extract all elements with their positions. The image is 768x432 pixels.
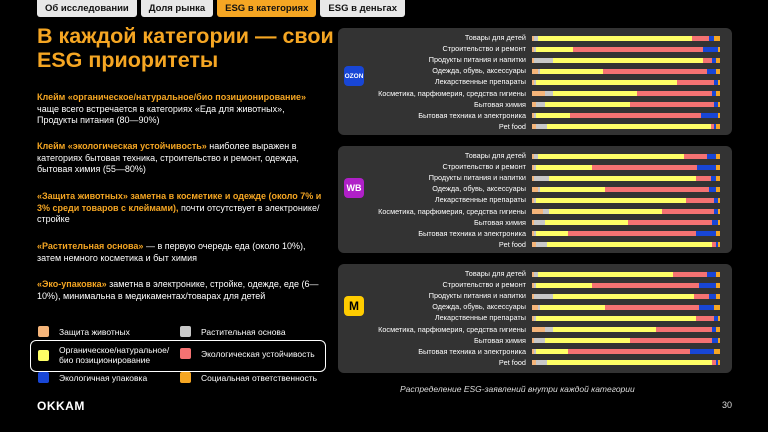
- bar-segment: [637, 91, 712, 96]
- stacked-bar: [532, 91, 720, 96]
- tab-esg-money[interactable]: ESG в деньгах: [320, 0, 405, 17]
- page-number: 30: [721, 400, 732, 410]
- category-label: Одежда, обувь, аксессуары: [432, 302, 526, 312]
- bar-segment: [694, 294, 709, 299]
- bar-segment: [549, 209, 662, 214]
- tab-bar: [37, 0, 405, 17]
- bar-segment: [714, 36, 720, 41]
- bar-segment: [538, 272, 673, 277]
- stacked-bar: [532, 220, 720, 225]
- insight-highlight: Клейм «органическое/натуральное/био позиционирование»: [37, 92, 307, 102]
- bar-segment: [703, 58, 712, 63]
- legend-label: Социальная ответственность: [201, 372, 318, 383]
- bar-segment: [536, 80, 677, 85]
- stacked-bar: [532, 198, 720, 203]
- bar-segment: [536, 102, 545, 107]
- legend-label: Органическое/натуральное/ био позиционирование: [59, 345, 170, 365]
- bar-segment: [573, 47, 703, 52]
- category-label: Продукты питания и напитки: [428, 173, 526, 183]
- bar-segment: [534, 176, 549, 181]
- legend-item: [38, 345, 176, 365]
- insight-organic: [37, 92, 327, 127]
- insight-text: заметна в электронике, стройке, одежде, еде (6—10%), минимальна в медикаментах/товарах для детей: [37, 279, 319, 301]
- insight-highlight: «Растительная основа»: [37, 241, 144, 251]
- bar-segment: [568, 349, 690, 354]
- legend-swatch: [180, 326, 191, 337]
- bar-segment: [718, 242, 720, 247]
- bar-segment: [536, 242, 547, 247]
- bar-segment: [536, 283, 592, 288]
- bar-segment: [690, 349, 714, 354]
- bar-segment: [538, 154, 685, 159]
- bar-segment: [716, 283, 720, 288]
- bar-segment: [534, 338, 545, 343]
- bar-segment: [547, 360, 712, 365]
- bar-segment: [718, 47, 720, 52]
- bar-segment: [701, 113, 718, 118]
- bar-segment: [545, 220, 628, 225]
- bar-segment: [536, 47, 574, 52]
- bar-segment: [716, 327, 720, 332]
- stacked-bar: [532, 69, 720, 74]
- bar-segment: [709, 294, 717, 299]
- bar-segment: [536, 316, 696, 321]
- category-label: Лекарственные препараты: [434, 77, 526, 87]
- stacked-bar: [532, 36, 720, 41]
- bar-segment: [592, 165, 697, 170]
- insight-eco: [37, 141, 327, 176]
- category-label: Товары для детей: [464, 151, 526, 160]
- category-label: Pet food: [498, 239, 526, 249]
- stacked-bar: [532, 58, 720, 63]
- bar-segment: [532, 209, 543, 214]
- legend-label: Экологичная упаковка: [59, 372, 148, 383]
- bar-segment: [697, 165, 716, 170]
- stacked-bar: [532, 47, 720, 52]
- stacked-bar: [532, 231, 720, 236]
- stacked-bar: [532, 272, 720, 277]
- insight-packaging: [37, 279, 327, 302]
- bar-segment: [673, 272, 707, 277]
- legend-item: [180, 372, 317, 383]
- bar-segment: [696, 176, 711, 181]
- bar-segment: [605, 305, 699, 310]
- tab-esg-categories[interactable]: ESG в категориях: [217, 0, 316, 17]
- category-label: Pet food: [498, 121, 526, 131]
- legend-label: Растительная основа: [201, 326, 286, 337]
- bar-segment: [699, 305, 714, 310]
- bar-segment: [718, 80, 720, 85]
- bar-segment: [709, 187, 717, 192]
- bar-segment: [716, 154, 720, 159]
- insight-text: почти отсутствует в электронике/стройке: [37, 202, 320, 224]
- stacked-bar: [532, 316, 720, 321]
- category-label: Бытовая химия: [474, 217, 526, 227]
- legend-item: [38, 372, 147, 383]
- bar-segment: [534, 220, 545, 225]
- bar-segment: [716, 124, 720, 129]
- ozon-logo: OZON: [344, 66, 364, 86]
- bar-segment: [536, 349, 568, 354]
- bar-segment: [630, 102, 715, 107]
- bar-segment: [692, 36, 709, 41]
- bar-segment: [553, 294, 694, 299]
- legend-item: [38, 326, 130, 337]
- category-label: Бытовая техника и электроника: [418, 110, 526, 120]
- bar-segment: [696, 231, 717, 236]
- bar-segment: [718, 102, 720, 107]
- bar-segment: [718, 198, 720, 203]
- bar-segment: [545, 327, 553, 332]
- category-label: Товары для детей: [464, 33, 526, 42]
- bar-segment: [534, 294, 553, 299]
- bar-segment: [718, 113, 720, 118]
- tab-market-share[interactable]: Доля рынка: [141, 0, 213, 17]
- category-label: Лекарственные препараты: [434, 313, 526, 323]
- bar-segment: [553, 58, 703, 63]
- bar-segment: [699, 283, 716, 288]
- bar-segment: [545, 91, 553, 96]
- legend-label: Защита животных: [59, 326, 130, 337]
- bar-segment: [707, 154, 716, 159]
- category-label: Бытовая химия: [474, 335, 526, 345]
- stacked-bar: [532, 349, 720, 354]
- legend-swatch: [38, 350, 49, 361]
- stacked-bar: [532, 242, 720, 247]
- insight-highlight: Клейм «экологическая устойчивость»: [37, 141, 207, 151]
- stacked-bar: [532, 338, 720, 343]
- stacked-bar: [532, 80, 720, 85]
- legend-swatch: [180, 372, 191, 383]
- stacked-bar: [532, 176, 720, 181]
- bar-segment: [540, 69, 604, 74]
- legend-item: [180, 326, 286, 337]
- bar-segment: [716, 69, 720, 74]
- page-title: В каждой категории — свои ESG приоритеты: [37, 24, 334, 72]
- stacked-bar: [532, 283, 720, 288]
- chart-panel-ozon: [338, 28, 732, 135]
- category-label: Продукты питания и напитки: [428, 55, 526, 65]
- bar-segment: [696, 316, 715, 321]
- stacked-bar: [532, 209, 720, 214]
- bar-segment: [549, 176, 696, 181]
- category-label: Бытовая техника и электроника: [418, 228, 526, 238]
- bar-segment: [592, 283, 699, 288]
- chart-panel-wb: [338, 146, 732, 253]
- bar-segment: [553, 327, 656, 332]
- category-label: Косметика, парфюмерия, средства гигиены: [378, 88, 526, 98]
- stacked-bar: [532, 113, 720, 118]
- bar-segment: [534, 58, 553, 63]
- stacked-bar: [532, 187, 720, 192]
- category-label: Строительство и ремонт: [442, 280, 526, 290]
- stacked-bar: [532, 305, 720, 310]
- bar-segment: [570, 113, 702, 118]
- insight-text: — в первую очередь еда (около 10%), затем немного косметика и быт химия: [37, 241, 306, 263]
- bar-segment: [656, 327, 712, 332]
- bar-segment: [603, 69, 706, 74]
- bar-segment: [536, 165, 592, 170]
- legend-swatch: [38, 372, 49, 383]
- bar-segment: [630, 338, 713, 343]
- bar-segment: [714, 349, 720, 354]
- bar-segment: [716, 272, 720, 277]
- category-label: Косметика, парфюмерия, средства гигиены: [378, 206, 526, 216]
- stacked-bar: [532, 154, 720, 159]
- bar-segment: [553, 91, 638, 96]
- bar-segment: [718, 360, 720, 365]
- bar-segment: [716, 294, 720, 299]
- legend-item: [180, 348, 315, 359]
- stacked-bar: [532, 124, 720, 129]
- okkam-logo: OKKAM: [37, 399, 85, 413]
- category-label: Косметика, парфюмерия, средства гигиены: [378, 324, 526, 334]
- bar-segment: [545, 102, 630, 107]
- bar-segment: [540, 187, 606, 192]
- stacked-bar: [532, 360, 720, 365]
- tab-about[interactable]: Об исследовании: [37, 0, 137, 17]
- bar-segment: [684, 154, 707, 159]
- bar-segment: [540, 305, 606, 310]
- bar-segment: [716, 58, 720, 63]
- category-label: Товары для детей: [464, 269, 526, 278]
- chart-caption: Распределение ESG-заявлений внутри каждой категории: [400, 384, 635, 394]
- bar-segment: [545, 338, 630, 343]
- bar-segment: [628, 220, 713, 225]
- category-label: Продукты питания и напитки: [428, 291, 526, 301]
- legend-swatch: [38, 326, 49, 337]
- bar-segment: [547, 242, 712, 247]
- bar-segment: [532, 327, 545, 332]
- category-label: Строительство и ремонт: [442, 162, 526, 172]
- bar-segment: [707, 272, 716, 277]
- bar-segment: [718, 316, 720, 321]
- chart-panel-yandex: [338, 264, 732, 373]
- bar-segment: [686, 198, 714, 203]
- legend-label: Экологическая устойчивость: [201, 348, 315, 359]
- bar-segment: [716, 165, 720, 170]
- bar-segment: [568, 231, 696, 236]
- bar-segment: [605, 187, 708, 192]
- bar-segment: [716, 231, 720, 236]
- wb-logo: WB: [344, 178, 364, 198]
- insight-plant: [37, 241, 327, 264]
- bar-segment: [677, 80, 715, 85]
- bar-segment: [662, 209, 715, 214]
- category-label: Бытовая химия: [474, 99, 526, 109]
- bar-segment: [532, 91, 545, 96]
- bar-segment: [718, 220, 720, 225]
- bar-segment: [718, 209, 720, 214]
- bar-segment: [716, 176, 720, 181]
- category-label: Строительство и ремонт: [442, 44, 526, 54]
- stacked-bar: [532, 165, 720, 170]
- stacked-bar: [532, 102, 720, 107]
- legend-swatch: [180, 348, 191, 359]
- bar-segment: [536, 198, 686, 203]
- category-label: Pet food: [498, 357, 526, 367]
- bar-segment: [547, 124, 711, 129]
- bar-segment: [703, 47, 718, 52]
- insight-highlight: «Эко-упаковка»: [37, 279, 107, 289]
- category-label: Бытовая техника и электроника: [418, 346, 526, 356]
- insight-text: наиболее выражен в категориях бытовая техника, строительство и ремонт, одежда, бытовая химия (55—80%): [37, 141, 299, 174]
- bar-segment: [716, 91, 720, 96]
- category-label: Одежда, обувь, аксессуары: [432, 66, 526, 76]
- bar-segment: [536, 113, 570, 118]
- bar-segment: [536, 360, 547, 365]
- bar-segment: [716, 187, 720, 192]
- insight-highlight: «Защита животных» заметна в косметике и одежде (около 7% и 3% среди товаров с клеймами),: [37, 191, 322, 213]
- bar-segment: [707, 69, 716, 74]
- bar-segment: [718, 338, 720, 343]
- stacked-bar: [532, 294, 720, 299]
- bar-segment: [714, 305, 720, 310]
- bar-segment: [536, 231, 568, 236]
- bar-segment: [536, 124, 547, 129]
- category-label: Лекарственные препараты: [434, 195, 526, 205]
- insight-animal: [37, 191, 327, 226]
- category-label: Одежда, обувь, аксессуары: [432, 184, 526, 194]
- stacked-bar: [532, 327, 720, 332]
- insight-text: чаще всего встречается в категориях «Еда для животных», Продукты питания (80—90%): [37, 103, 285, 125]
- yandex-market-logo: M: [344, 296, 364, 316]
- bar-segment: [538, 36, 692, 41]
